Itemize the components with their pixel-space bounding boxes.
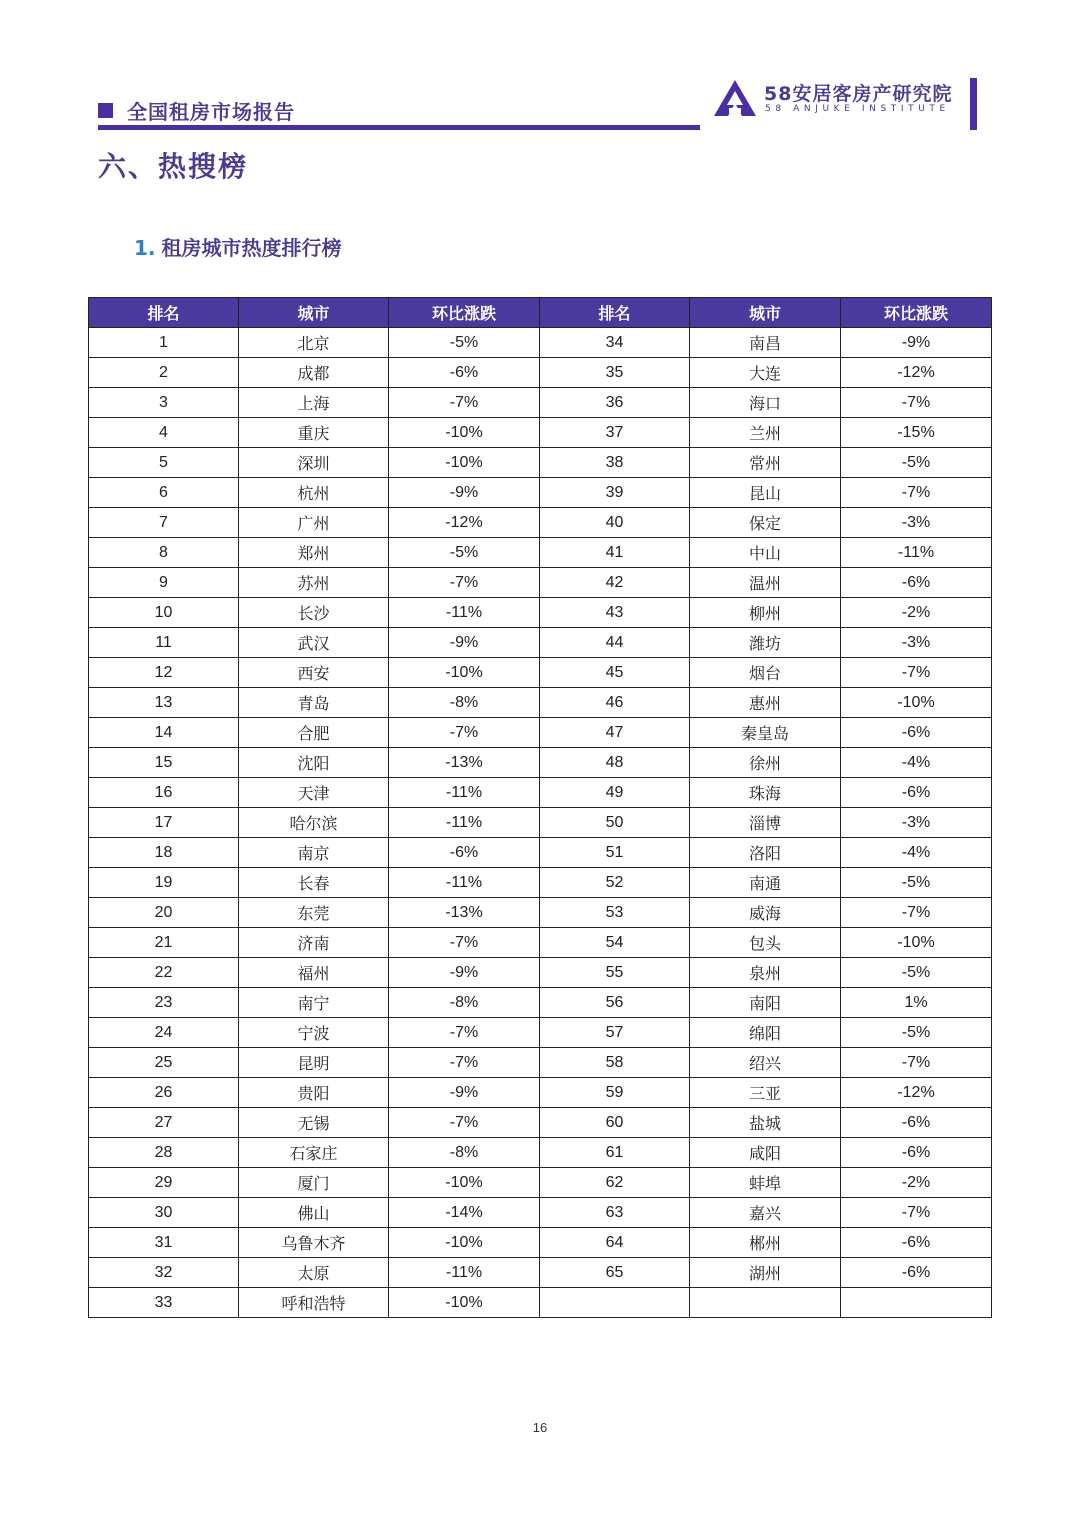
city-cell: 淄博	[690, 808, 841, 838]
rank-cell: 30	[89, 1198, 239, 1228]
table-row	[89, 478, 992, 508]
header-rank-right: 排名	[540, 298, 690, 328]
city-cell: 昆明	[239, 1048, 389, 1078]
rank-cell: 61	[540, 1138, 690, 1168]
city-cell: 嘉兴	[690, 1198, 841, 1228]
city-cell: 合肥	[239, 718, 389, 748]
table-row	[89, 808, 992, 838]
table-row	[89, 448, 992, 478]
change-cell: -2%	[841, 1168, 992, 1198]
city-cell: 乌鲁木齐	[239, 1228, 389, 1258]
rank-cell: 36	[540, 388, 690, 418]
city-cell	[690, 1288, 841, 1318]
rank-cell: 48	[540, 748, 690, 778]
rank-cell: 5	[89, 448, 239, 478]
rank-cell: 4	[89, 418, 239, 448]
rank-cell: 63	[540, 1198, 690, 1228]
city-cell: 郑州	[239, 538, 389, 568]
rank-cell: 56	[540, 988, 690, 1018]
rank-cell: 16	[89, 778, 239, 808]
city-cell: 宁波	[239, 1018, 389, 1048]
city-cell: 福州	[239, 958, 389, 988]
header-rank-left: 排名	[89, 298, 239, 328]
rank-cell: 19	[89, 868, 239, 898]
change-cell: -10%	[389, 1228, 540, 1258]
table-body	[89, 328, 992, 1318]
change-cell: -6%	[841, 568, 992, 598]
rank-cell: 35	[540, 358, 690, 388]
table-row	[89, 1258, 992, 1288]
city-cell: 泉州	[690, 958, 841, 988]
change-cell: -7%	[389, 718, 540, 748]
city-cell: 珠海	[690, 778, 841, 808]
change-cell: -7%	[389, 1108, 540, 1138]
city-cell: 沈阳	[239, 748, 389, 778]
city-cell: 烟台	[690, 658, 841, 688]
city-cell: 太原	[239, 1258, 389, 1288]
square-bullet-icon	[98, 103, 113, 118]
city-cell: 重庆	[239, 418, 389, 448]
page-number: 16	[532, 1420, 548, 1435]
brand-logo	[712, 78, 978, 134]
rank-cell: 62	[540, 1168, 690, 1198]
rank-cell: 65	[540, 1258, 690, 1288]
rank-cell: 7	[89, 508, 239, 538]
city-cell: 南京	[239, 838, 389, 868]
rank-cell: 46	[540, 688, 690, 718]
table-row	[89, 538, 992, 568]
city-cell: 温州	[690, 568, 841, 598]
city-cell: 南通	[690, 868, 841, 898]
city-cell: 天津	[239, 778, 389, 808]
rank-cell: 60	[540, 1108, 690, 1138]
table-row	[89, 1078, 992, 1108]
table-row	[89, 688, 992, 718]
city-cell: 哈尔滨	[239, 808, 389, 838]
city-cell: 长春	[239, 868, 389, 898]
header-change-right: 环比涨跌	[841, 298, 992, 328]
logo-chinese-text: 58安居客房产研究院	[764, 83, 953, 105]
city-cell: 西安	[239, 658, 389, 688]
change-cell: -11%	[389, 778, 540, 808]
city-cell: 蚌埠	[690, 1168, 841, 1198]
rank-cell: 53	[540, 898, 690, 928]
rank-cell: 47	[540, 718, 690, 748]
rank-cell: 34	[540, 328, 690, 358]
change-cell: -8%	[389, 988, 540, 1018]
city-cell: 无锡	[239, 1108, 389, 1138]
header-city-left: 城市	[239, 298, 389, 328]
change-cell: -7%	[389, 1048, 540, 1078]
table-row	[89, 868, 992, 898]
city-cell: 长沙	[239, 598, 389, 628]
rank-cell: 33	[89, 1288, 239, 1318]
change-cell: -7%	[389, 568, 540, 598]
rank-cell: 59	[540, 1078, 690, 1108]
logo-vertical-bar	[970, 78, 977, 130]
rank-cell: 6	[89, 478, 239, 508]
rank-cell: 39	[540, 478, 690, 508]
rank-cell: 45	[540, 658, 690, 688]
change-cell: -10%	[389, 1168, 540, 1198]
table-row	[89, 388, 992, 418]
rank-cell: 42	[540, 568, 690, 598]
rank-cell: 17	[89, 808, 239, 838]
change-cell: -7%	[841, 1048, 992, 1078]
rank-cell: 44	[540, 628, 690, 658]
table-row	[89, 1048, 992, 1078]
change-cell: -13%	[389, 748, 540, 778]
change-cell: -7%	[841, 1198, 992, 1228]
subsection-number: 1.	[134, 236, 156, 260]
table-row	[89, 838, 992, 868]
rank-cell: 27	[89, 1108, 239, 1138]
change-cell: -15%	[841, 418, 992, 448]
city-cell: 呼和浩特	[239, 1288, 389, 1318]
city-cell: 柳州	[690, 598, 841, 628]
city-cell: 南昌	[690, 328, 841, 358]
rank-cell	[540, 1288, 690, 1318]
anjuke-triangle-icon	[712, 78, 758, 118]
change-cell: -7%	[841, 658, 992, 688]
change-cell: -7%	[389, 388, 540, 418]
change-cell: -5%	[841, 1018, 992, 1048]
table-row	[89, 1228, 992, 1258]
rank-cell: 40	[540, 508, 690, 538]
rank-cell: 41	[540, 538, 690, 568]
logo-english-text: 58 ANJUKE INSTITUTE	[765, 104, 950, 114]
rank-cell: 49	[540, 778, 690, 808]
city-cell: 青岛	[239, 688, 389, 718]
city-cell: 佛山	[239, 1198, 389, 1228]
change-cell: -9%	[389, 1078, 540, 1108]
rank-cell: 9	[89, 568, 239, 598]
change-cell: -6%	[841, 1228, 992, 1258]
rank-cell: 25	[89, 1048, 239, 1078]
change-cell: -6%	[841, 1108, 992, 1138]
section-title: 六、热搜榜	[98, 150, 249, 183]
city-cell: 东莞	[239, 898, 389, 928]
city-cell: 昆山	[690, 478, 841, 508]
change-cell: -12%	[841, 1078, 992, 1108]
city-cell: 咸阳	[690, 1138, 841, 1168]
change-cell: 1%	[841, 988, 992, 1018]
city-cell: 苏州	[239, 568, 389, 598]
header-divider	[98, 125, 700, 130]
table-header-row	[89, 298, 992, 328]
city-cell: 大连	[690, 358, 841, 388]
table-row	[89, 628, 992, 658]
change-cell: -12%	[841, 358, 992, 388]
header-change-left: 环比涨跌	[389, 298, 540, 328]
city-cell: 威海	[690, 898, 841, 928]
table-row	[89, 988, 992, 1018]
change-cell: -6%	[389, 838, 540, 868]
change-cell: -7%	[389, 1018, 540, 1048]
city-cell: 包头	[690, 928, 841, 958]
table-row	[89, 1168, 992, 1198]
change-cell: -7%	[841, 898, 992, 928]
table-row	[89, 418, 992, 448]
table-row	[89, 658, 992, 688]
change-cell: -12%	[389, 508, 540, 538]
change-cell: -10%	[389, 1288, 540, 1318]
rank-cell: 54	[540, 928, 690, 958]
change-cell: -10%	[389, 658, 540, 688]
table-row	[89, 358, 992, 388]
rank-cell: 11	[89, 628, 239, 658]
change-cell: -14%	[389, 1198, 540, 1228]
change-cell: -5%	[841, 868, 992, 898]
table-row	[89, 778, 992, 808]
change-cell: -7%	[841, 388, 992, 418]
change-cell: -8%	[389, 1138, 540, 1168]
subsection-title	[134, 232, 342, 261]
report-title: 全国租房市场报告	[127, 100, 295, 124]
city-rank-table	[88, 297, 992, 1318]
table-row	[89, 1198, 992, 1228]
city-cell: 中山	[690, 538, 841, 568]
rank-cell: 58	[540, 1048, 690, 1078]
rank-cell: 64	[540, 1228, 690, 1258]
city-cell: 济南	[239, 928, 389, 958]
table-row	[89, 718, 992, 748]
city-cell: 广州	[239, 508, 389, 538]
change-cell: -4%	[841, 748, 992, 778]
rank-cell: 18	[89, 838, 239, 868]
change-cell: -5%	[389, 538, 540, 568]
table-row	[89, 1138, 992, 1168]
rank-cell: 12	[89, 658, 239, 688]
change-cell: -10%	[389, 418, 540, 448]
change-cell: -9%	[389, 628, 540, 658]
rank-cell: 32	[89, 1258, 239, 1288]
table-row	[89, 928, 992, 958]
city-cell: 贵阳	[239, 1078, 389, 1108]
rank-cell: 55	[540, 958, 690, 988]
rank-cell: 29	[89, 1168, 239, 1198]
change-cell: -10%	[389, 448, 540, 478]
rank-cell: 37	[540, 418, 690, 448]
change-cell: -11%	[841, 538, 992, 568]
rank-cell: 57	[540, 1018, 690, 1048]
change-cell: -5%	[389, 328, 540, 358]
change-cell: -10%	[841, 928, 992, 958]
city-cell: 上海	[239, 388, 389, 418]
rank-cell: 24	[89, 1018, 239, 1048]
rank-cell: 52	[540, 868, 690, 898]
change-cell: -11%	[389, 868, 540, 898]
rank-cell: 10	[89, 598, 239, 628]
rank-cell: 23	[89, 988, 239, 1018]
change-cell: -7%	[841, 478, 992, 508]
change-cell: -10%	[841, 688, 992, 718]
report-title-group	[98, 96, 295, 125]
table-row	[89, 898, 992, 928]
page-header	[98, 83, 978, 136]
table-row	[89, 1108, 992, 1138]
rank-cell: 51	[540, 838, 690, 868]
table-row	[89, 1288, 992, 1318]
table-row	[89, 748, 992, 778]
city-cell: 杭州	[239, 478, 389, 508]
rank-cell: 20	[89, 898, 239, 928]
city-cell: 常州	[690, 448, 841, 478]
change-cell: -9%	[841, 328, 992, 358]
table-row	[89, 598, 992, 628]
rank-cell: 15	[89, 748, 239, 778]
change-cell: -5%	[841, 958, 992, 988]
city-cell: 北京	[239, 328, 389, 358]
subsection-label: 租房城市热度排行榜	[161, 236, 342, 260]
table-row	[89, 1018, 992, 1048]
change-cell: -3%	[841, 508, 992, 538]
city-cell: 保定	[690, 508, 841, 538]
rank-cell: 1	[89, 328, 239, 358]
city-cell: 厦门	[239, 1168, 389, 1198]
city-cell: 兰州	[690, 418, 841, 448]
rank-cell: 3	[89, 388, 239, 418]
change-cell: -6%	[841, 1258, 992, 1288]
rank-cell: 43	[540, 598, 690, 628]
rank-cell: 22	[89, 958, 239, 988]
change-cell: -11%	[389, 1258, 540, 1288]
rank-cell: 13	[89, 688, 239, 718]
change-cell: -6%	[841, 778, 992, 808]
change-cell: -8%	[389, 688, 540, 718]
city-cell: 潍坊	[690, 628, 841, 658]
city-cell: 绍兴	[690, 1048, 841, 1078]
change-cell: -6%	[841, 718, 992, 748]
city-cell: 海口	[690, 388, 841, 418]
change-cell: -9%	[389, 478, 540, 508]
change-cell: -5%	[841, 448, 992, 478]
rank-cell: 14	[89, 718, 239, 748]
rank-cell: 8	[89, 538, 239, 568]
rank-cell: 21	[89, 928, 239, 958]
change-cell: -13%	[389, 898, 540, 928]
city-cell: 南阳	[690, 988, 841, 1018]
change-cell: -9%	[389, 958, 540, 988]
change-cell: -4%	[841, 838, 992, 868]
city-cell: 绵阳	[690, 1018, 841, 1048]
table-row	[89, 328, 992, 358]
change-cell: -6%	[389, 358, 540, 388]
change-cell: -11%	[389, 808, 540, 838]
change-cell: -6%	[841, 1138, 992, 1168]
city-cell: 武汉	[239, 628, 389, 658]
city-cell: 成都	[239, 358, 389, 388]
rank-cell: 26	[89, 1078, 239, 1108]
header-city-right: 城市	[690, 298, 841, 328]
change-cell: -7%	[389, 928, 540, 958]
city-cell: 盐城	[690, 1108, 841, 1138]
rank-cell: 2	[89, 358, 239, 388]
city-cell: 南宁	[239, 988, 389, 1018]
change-cell: -3%	[841, 628, 992, 658]
change-cell: -11%	[389, 598, 540, 628]
table-row	[89, 508, 992, 538]
rank-cell: 31	[89, 1228, 239, 1258]
table-row	[89, 568, 992, 598]
rank-cell: 28	[89, 1138, 239, 1168]
change-cell: -2%	[841, 598, 992, 628]
city-cell: 徐州	[690, 748, 841, 778]
table-row	[89, 958, 992, 988]
change-cell	[841, 1288, 992, 1318]
city-cell: 郴州	[690, 1228, 841, 1258]
city-cell: 湖州	[690, 1258, 841, 1288]
city-cell: 深圳	[239, 448, 389, 478]
city-cell: 石家庄	[239, 1138, 389, 1168]
city-cell: 三亚	[690, 1078, 841, 1108]
city-cell: 洛阳	[690, 838, 841, 868]
change-cell: -3%	[841, 808, 992, 838]
city-cell: 秦皇岛	[690, 718, 841, 748]
rank-cell: 50	[540, 808, 690, 838]
city-cell: 惠州	[690, 688, 841, 718]
rank-cell: 38	[540, 448, 690, 478]
